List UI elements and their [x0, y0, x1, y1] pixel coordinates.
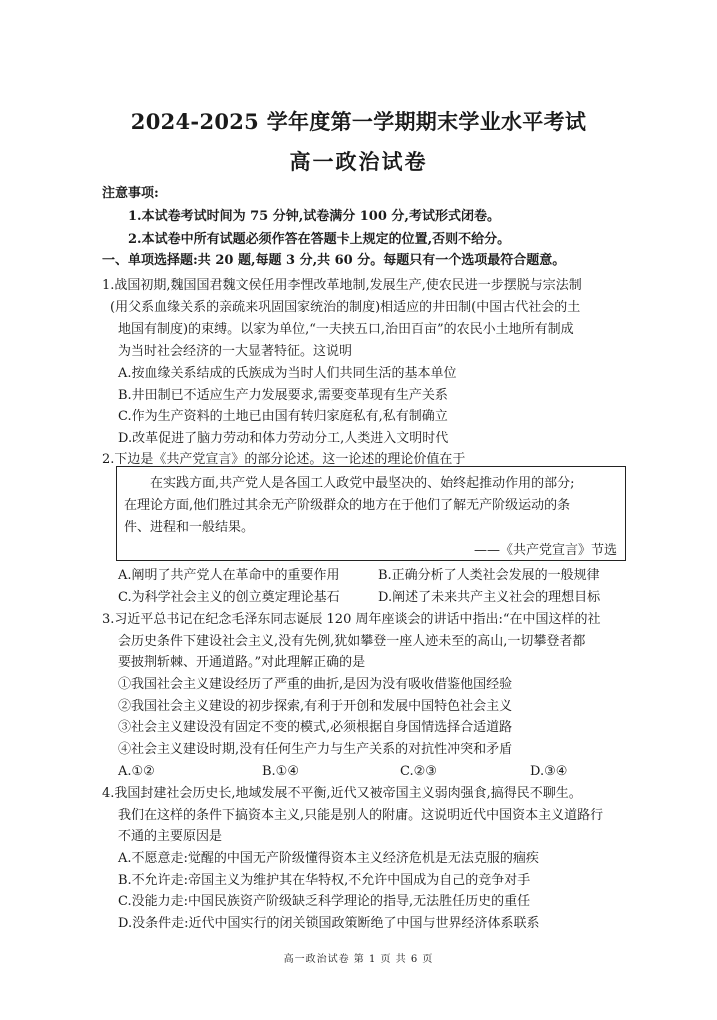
q3-stem-line: 要披荆斩棘、开通道路。”对此理解正确的是 [118, 655, 366, 670]
notice-item-2: 2.本试卷中所有试题必须作答在答题卡上规定的位置,否则不给分。 [128, 232, 511, 247]
q1-option-b: B.井田制已不适应生产力发展要求,需要变革现有生产关系 [118, 388, 448, 403]
exam-subtitle: 高一政治试卷 [289, 149, 428, 174]
q3-stem-line: 3.习近平总书记在纪念毛泽东同志诞辰 120 周年座谈会的讲话中指出:“在中国这样的社 [102, 612, 601, 627]
notice-item-1: 1.本试卷考试时间为 75 分钟,试卷满分 100 分,考试形式闭卷。 [128, 209, 500, 224]
quote-line: 在理论方面,他们胜过其余无产阶级群众的地方在于他们了解无产阶级运动的条 [124, 498, 571, 513]
q3-option-c: C.②③ [400, 764, 437, 779]
q4-stem-line: 不通的主要原因是 [118, 829, 223, 844]
q1-option-a: A.按血缘关系结成的氏族成为当时人们共同生活的基本单位 [118, 366, 457, 381]
section-heading: 一、单项选择题:共 20 题,每题 3 分,共 60 分。每题只有一个选项最符合题意。 [102, 253, 566, 268]
q4-option-c: C.没能力走:中国民族资产阶级缺乏科学理论的指导,无法胜任历史的重任 [118, 894, 531, 909]
q4-option-a: A.不愿意走:觉醒的中国无产阶级懂得资本主义经济危机是无法克服的痼疾 [118, 851, 539, 866]
q3-option-a: A.①② [118, 764, 155, 779]
q4-option-d: D.没条件走:近代中国实行的闭关锁国政策断绝了中国与世界经济体系联系 [118, 916, 540, 931]
q2-option-c: C.为科学社会主义的创立奠定理论基石 [118, 590, 340, 605]
q1-stem-line: 为当时社会经济的一大显著特征。这说明 [118, 344, 353, 359]
exam-title: 2024-2025 学年度第一学期期末学业水平考试 [130, 109, 587, 134]
q2-option-d: D.阐述了未来共产主义社会的理想目标 [378, 590, 601, 605]
q3-option-b: B.①④ [262, 764, 299, 779]
q4-stem-line: 4.我国封建社会历史长,地域发展不平衡,近代又被帝国主义弱肉强食,搞得民不聊生。 [102, 786, 582, 801]
page-footer: 高一政治试卷 第 1 页 共 6 页 [283, 954, 434, 965]
quote-line: 件、进程和一般结果。 [124, 520, 255, 535]
q1-option-d: D.改革促进了脑力劳动和体力劳动分工,人类进入文明时代 [118, 431, 449, 446]
notice-heading: 注意事项: [102, 186, 159, 201]
q3-statement: ④社会主义建设时期,没有任何生产力与生产关系的对抗性冲突和矛盾 [118, 742, 513, 757]
quote-source: ——《共产党宣言》节选 [474, 543, 618, 558]
q3-option-d: D.③④ [530, 764, 568, 779]
q1-stem-line: 地国有制度)的束缚。以家为单位,“一夫挟五口,治田百亩”的农民小土地所有制成 [118, 322, 574, 337]
q3-statement: ①我国社会主义建设经历了严重的曲折,是因为没有吸收借鉴他国经验 [118, 677, 513, 692]
q1-option-c: C.作为生产资料的土地已由国有转归家庭私有,私有制确立 [118, 409, 448, 424]
q4-option-b: B.不允许走:帝国主义为维护其在华特权,不允许中国成为自己的竞争对手 [118, 873, 531, 888]
q4-stem-line: 我们在这样的条件下搞资本主义,只能是别人的附庸。这说明近代中国资本主义道路行 [118, 808, 604, 823]
q3-stem-line: 会历史条件下建设社会主义,没有先例,犹如攀登一座人迹未至的高山,一切攀登者都 [118, 634, 586, 649]
q2-stem: 2.下边是《共产党宣言》的部分论述。这一论述的理论价值在于 [102, 452, 466, 467]
quote-line: 在实践方面,共产党人是各国工人政党中最坚决的、始终起推动作用的部分; [150, 476, 575, 491]
q3-statement: ②我国社会主义建设的初步探索,有利于开创和发展中国特色社会主义 [118, 699, 513, 714]
q3-statement: ③社会主义建设没有固定不变的模式,必须根据自身国情选择合适道路 [118, 720, 513, 735]
q2-option-b: B.正确分析了人类社会发展的一般规律 [378, 568, 600, 583]
q2-option-a: A.阐明了共产党人在革命中的重要作用 [118, 568, 340, 583]
q1-stem-line: 1.战国初期,魏国国君魏文侯任用李悝改革地制,发展生产,使农民进一步摆脱与宗法制 [102, 278, 582, 293]
q1-stem-line: (用父系血缘关系的亲疏来巩固国家统治的制度)相适应的井田制(中国古代社会的土 [110, 300, 581, 315]
